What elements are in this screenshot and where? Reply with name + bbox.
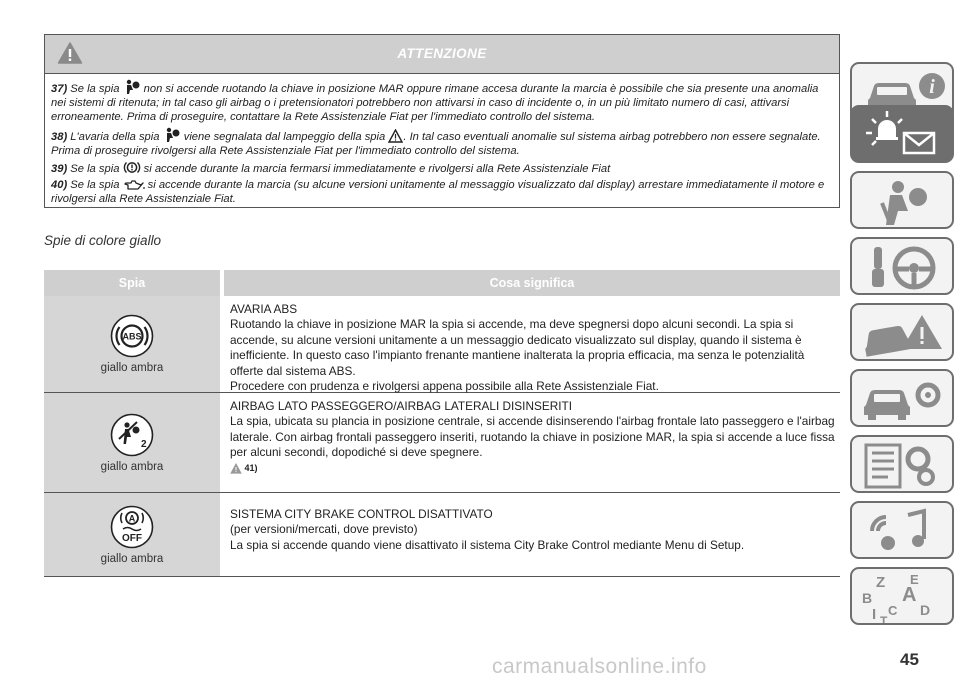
passenger-airbag-off-icon: [110, 413, 154, 457]
warning-lights-table: [44, 270, 840, 577]
svg-text:i: i: [929, 76, 935, 98]
tab-warning-lights-messages[interactable]: [850, 105, 954, 163]
index-letter: E: [910, 572, 919, 587]
note-text: Se la spia: [70, 179, 120, 192]
index-letter: I: [872, 606, 877, 623]
description-cell: [224, 296, 840, 392]
airbag-warning-icon: [163, 127, 181, 143]
description-text: Ruotando la chiave in posizione MAR la spia si accende, ma deve spegnersi dopo alcuni secondi. La spia si accende, su alcune versioni unitamente a un messaggio dedicato visualizzato sul display, quando il sistema è inefficiente. In questo caso l'impianto frenante mantiene inalterata la propria efficacia, ma senza le potenzialità offerte dal sistema ABS.: [230, 317, 805, 378]
note-number: 38): [51, 130, 68, 143]
index-letter: T: [880, 614, 888, 627]
warning-header: [45, 35, 839, 74]
tab-safety[interactable]: [850, 171, 954, 229]
table-row: [44, 393, 840, 493]
svg-text:A: A: [128, 512, 136, 523]
note-text: non si accende ruotando la chiave in posizione MAR oppure rimane accesa durante la marcia è possibile che sia presente una anomalia nei sistemi di ritenuta; in tal caso gli airbag o i pretensionatori potrebbero non attivarsi in caso di incidente o, in un più limitato numero di casi, attivarsi erroneamente. Prima di proseguire, contattare la Rete Assistenziale Fiat per l'immediato controllo del sistema.: [51, 83, 819, 124]
warning-note-40: [51, 178, 833, 206]
section-title: Spie di colore giallo: [44, 233, 162, 248]
note-text: L'avaria della spia: [70, 130, 160, 143]
tab-maintenance[interactable]: [850, 369, 954, 427]
note-number: 40): [51, 179, 68, 192]
note-text: Se la spia: [70, 163, 120, 176]
table-row: [44, 493, 840, 577]
description-cell: [224, 393, 840, 492]
general-warning-icon: [230, 463, 242, 474]
tab-index[interactable]: [850, 567, 954, 625]
warning-box: [44, 34, 840, 208]
svg-text:ABS: ABS: [122, 331, 142, 342]
note-text: viene segnalata dal lampeggio della spia: [183, 130, 386, 143]
index-letter: B: [862, 590, 873, 606]
abs-warning-icon: [110, 314, 154, 358]
note-text: si accende durante la marcia fermarsi immediatamente e rivolgersi alla Rete Assistenziale Fiat: [143, 163, 611, 176]
index-letter: A: [902, 584, 917, 606]
general-warning-icon: [388, 129, 403, 143]
airbag-warning-icon: [123, 79, 141, 95]
warning-title: ATTENZIONE: [397, 46, 487, 61]
table-header: [44, 270, 840, 296]
note-text: . In tal caso eventuali anomalie sul sistema airbag potrebbero non essere segnalate. Prima di proseguire rivolgersi alla Rete Assistenziale Fiat per l'immediato controllo del sistema.: [51, 130, 821, 157]
oil-pressure-icon: [123, 179, 145, 191]
tab-multimedia[interactable]: [850, 501, 954, 559]
page-number: 45: [900, 650, 919, 669]
warning-note-37: [51, 79, 833, 125]
icon-cell: [44, 393, 224, 492]
description-text: La spia, ubicata su plancia in posizione centrale, si accende disinserendo l'airbag frontale lato passeggero e l'airbag laterale. Con airbag frontali passeggero inseriti, ruotando la chiave in posizione MAR, la spia si accende a luce fissa per alcuni secondi, dopodiché si deve spegnere.: [230, 414, 835, 460]
index-letter: Z: [876, 574, 886, 591]
description-title: SISTEMA CITY BRAKE CONTROL DISATTIVATO: [230, 507, 493, 521]
note-text: Se la spia: [70, 83, 120, 95]
icon-off-text: OFF: [122, 532, 142, 544]
table-row: [44, 296, 840, 393]
car-maintenance-icon: [852, 371, 954, 427]
icon-cell: [44, 493, 224, 576]
technical-data-icon: [852, 437, 954, 493]
svg-text:2: 2: [141, 438, 147, 450]
note-text: si accende durante la marcia (su alcune versioni unitamente al messaggio visualizzato dal display) arrestare immediatamente il motore e rivolgersi alla Rete Assistenziale Fiat.: [51, 179, 825, 206]
warning-note-38: [51, 127, 833, 158]
column-header-meaning: Cosa significa: [220, 270, 840, 296]
alphabetical-index-icon: [852, 569, 954, 625]
warning-reference: [230, 461, 836, 476]
description-title: AIRBAG LATO PASSEGGERO/AIRBAG LATERALI DISINSERITI: [230, 399, 572, 413]
tab-technical-data[interactable]: [850, 435, 954, 493]
note-number: 37): [51, 83, 68, 95]
description-cell: [224, 493, 840, 576]
description-text: (per versioni/mercati, dove previsto): [230, 522, 418, 537]
tab-starting-driving[interactable]: [850, 237, 954, 295]
key-steering-wheel-icon: [852, 239, 954, 295]
reference-number: 41): [244, 462, 258, 473]
color-label: giallo ambra: [100, 362, 164, 374]
warning-body: [45, 74, 839, 207]
multimedia-icon: [852, 503, 954, 559]
seat-airbag-icon: [852, 173, 954, 229]
icon-cell: [44, 296, 224, 392]
warning-note-39: [51, 160, 833, 176]
description-text: La spia si accende quando viene disattivato il sistema City Brake Control mediante Menu di Setup.: [230, 537, 745, 552]
tab-emergency[interactable]: [850, 303, 954, 361]
brake-system-warning-icon: [123, 160, 141, 175]
note-number: 39): [51, 163, 68, 176]
description-title: AVARIA ABS: [230, 302, 298, 316]
car-emergency-icon: [852, 305, 954, 361]
description-text: Procedere con prudenza e rivolgersi appena possibile alla Rete Assistenziale Fiat.: [230, 379, 659, 394]
index-letter: D: [920, 602, 931, 618]
warning-light-message-icon: [852, 107, 954, 163]
watermark: carmanualsonline.info: [492, 655, 707, 678]
column-header-spia: Spia: [118, 276, 146, 290]
color-label: giallo ambra: [100, 460, 164, 473]
index-letter: C: [888, 603, 898, 618]
color-label: giallo ambra: [100, 552, 164, 565]
city-brake-off-icon: [110, 505, 154, 549]
